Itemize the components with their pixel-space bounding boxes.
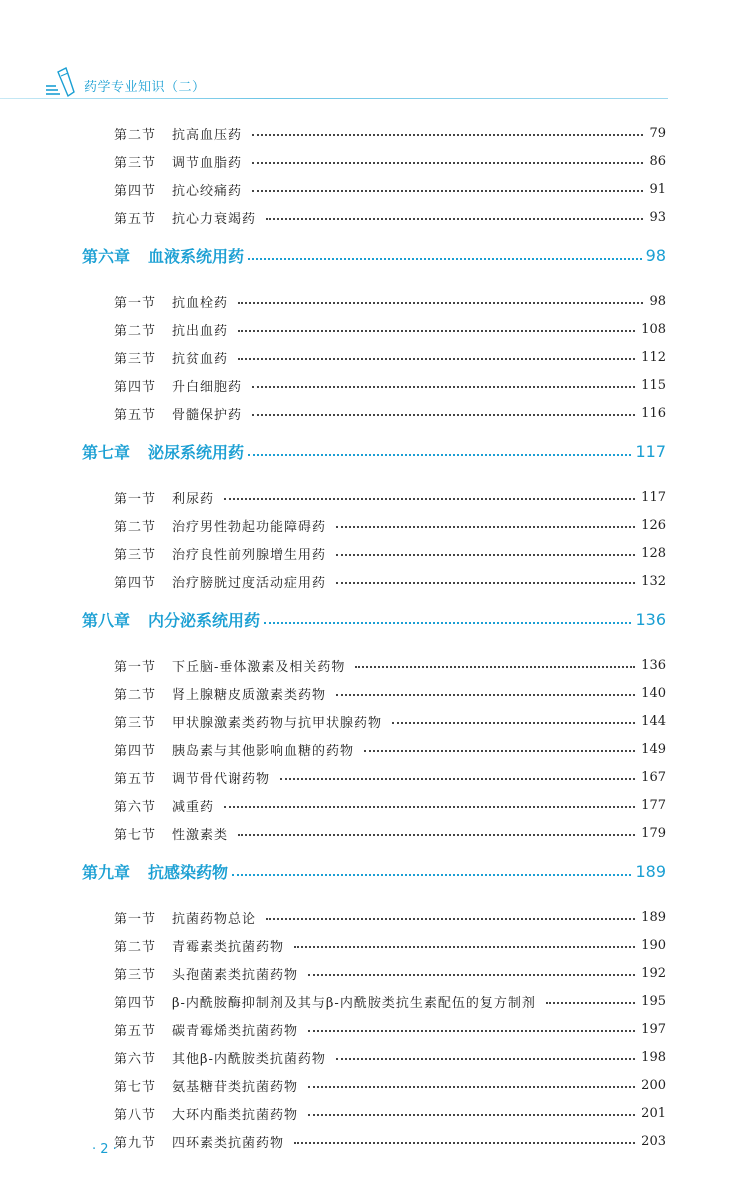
section-number: 第三节: [114, 967, 157, 983]
pen-notebook-icon: [44, 64, 78, 98]
section-title: 氨基糖苷类抗菌药物: [172, 1079, 299, 1095]
section-page: 116: [641, 405, 666, 421]
section-number: 第二节: [114, 323, 157, 339]
dot-leader: [224, 796, 635, 808]
dot-leader: [224, 488, 635, 500]
section-number: 第三节: [114, 351, 157, 367]
section-title: 胰岛素与其他影响血糖的药物: [172, 743, 355, 759]
section-page: 108: [641, 321, 666, 337]
section-number: 第二节: [114, 939, 157, 955]
dot-leader: [308, 1076, 635, 1088]
dot-leader: [248, 442, 631, 456]
chapter-title: 内分泌系统用药: [148, 610, 261, 630]
section-page: 197: [641, 1021, 666, 1037]
dot-leader: [238, 320, 635, 332]
section-page: 200: [641, 1077, 666, 1093]
section-number: 第五节: [114, 771, 157, 787]
section-number: 第八节: [114, 1107, 157, 1123]
toc-section: [114, 291, 666, 311]
chapter-number: 第八章: [82, 610, 131, 630]
section-page: 115: [641, 377, 666, 393]
section-number: 第六节: [114, 799, 157, 815]
section-number: 第五节: [114, 211, 157, 227]
dot-leader: [308, 964, 635, 976]
section-number: 第四节: [114, 743, 157, 759]
toc-section: [114, 179, 666, 199]
toc-chapter: [82, 243, 666, 267]
header-rule: [0, 98, 668, 99]
dot-leader: [392, 712, 635, 724]
section-number: 第一节: [114, 491, 157, 507]
section-page: 126: [641, 517, 666, 533]
section-page: 192: [641, 965, 666, 981]
toc-section: [114, 207, 666, 227]
dot-leader: [252, 152, 643, 164]
section-page: 136: [641, 657, 666, 673]
section-page: 201: [641, 1105, 666, 1121]
toc-section: [114, 823, 666, 843]
section-number: 第二节: [114, 519, 157, 535]
toc-section: [114, 151, 666, 171]
toc-section: [114, 1103, 666, 1123]
section-number: 第四节: [114, 575, 157, 591]
section-page: 189: [641, 909, 666, 925]
section-title: 下丘脑-垂体激素及相关药物: [172, 659, 346, 675]
dot-leader: [308, 1104, 635, 1116]
section-page: 144: [641, 713, 666, 729]
section-title: 治疗膀胱过度活动症用药: [172, 575, 327, 591]
section-page: 167: [641, 769, 666, 785]
section-title: 抗心力衰竭药: [172, 211, 257, 227]
dot-leader: [266, 208, 643, 220]
section-number: 第三节: [114, 155, 157, 171]
chapter-page: 117: [635, 441, 666, 461]
section-page: 190: [641, 937, 666, 953]
dot-leader: [308, 1020, 635, 1032]
dot-leader: [238, 348, 635, 360]
section-number: 第一节: [114, 911, 157, 927]
chapter-page: 189: [635, 861, 666, 881]
dot-leader: [336, 1048, 635, 1060]
toc-section: [114, 907, 666, 927]
toc-section: [114, 123, 666, 143]
dot-leader: [364, 740, 635, 752]
toc-section: [114, 319, 666, 339]
section-title: 治疗男性勃起功能障碍药: [172, 519, 327, 535]
toc-section: [114, 963, 666, 983]
toc-section: [114, 795, 666, 815]
section-page: 179: [641, 825, 666, 841]
section-title: 其他β-内酰胺类抗菌药物: [172, 1051, 326, 1067]
chapter-title: 泌尿系统用药: [148, 442, 245, 462]
dot-leader: [248, 246, 642, 260]
toc-section: [114, 1131, 666, 1151]
section-page: 128: [641, 545, 666, 561]
dot-leader: [252, 376, 635, 388]
section-number: 第五节: [114, 1023, 157, 1039]
chapter-number: 第六章: [82, 246, 131, 266]
section-page: 132: [641, 573, 666, 589]
toc-section: [114, 347, 666, 367]
section-title: 青霉素类抗菌药物: [172, 939, 285, 955]
dot-leader: [232, 862, 631, 876]
section-title: 抗菌药物总论: [172, 911, 257, 927]
dot-leader: [264, 610, 631, 624]
page-number: · 2 ·: [92, 1142, 117, 1157]
section-page: 86: [649, 153, 666, 169]
dot-leader: [238, 292, 643, 304]
section-title: 骨髓保护药: [172, 407, 243, 423]
section-number: 第三节: [114, 547, 157, 563]
running-header: [0, 62, 750, 102]
chapter-title: 血液系统用药: [148, 246, 245, 266]
section-page: 93: [649, 209, 666, 225]
toc-section: [114, 767, 666, 787]
toc-section: [114, 1019, 666, 1039]
dot-leader: [294, 936, 635, 948]
section-title: 肾上腺糖皮质激素类药物: [172, 687, 327, 703]
chapter-title: 抗感染药物: [148, 862, 229, 882]
section-number: 第二节: [114, 687, 157, 703]
section-number: 第七节: [114, 827, 157, 843]
section-page: 177: [641, 797, 666, 813]
section-number: 第四节: [114, 379, 157, 395]
dot-leader: [238, 824, 635, 836]
section-page: 98: [649, 293, 666, 309]
section-page: 195: [641, 993, 666, 1009]
toc-section: [114, 375, 666, 395]
section-page: 117: [641, 489, 666, 505]
dot-leader: [252, 404, 635, 416]
toc-section: [114, 655, 666, 675]
toc-chapter: [82, 859, 666, 883]
dot-leader: [252, 124, 643, 136]
section-title: 四环素类抗菌药物: [172, 1135, 285, 1151]
header-title: 药学专业知识（二）: [84, 80, 206, 95]
section-number: 第三节: [114, 715, 157, 731]
section-number: 第二节: [114, 127, 157, 143]
toc-section: [114, 571, 666, 591]
section-page: 112: [641, 349, 666, 365]
section-page: 91: [649, 181, 666, 197]
section-number: 第一节: [114, 659, 157, 675]
chapter-number: 第九章: [82, 862, 131, 882]
section-page: 149: [641, 741, 666, 757]
toc-section: [114, 403, 666, 423]
section-title: 减重药: [172, 799, 215, 815]
section-title: β-内酰胺酶抑制剂及其与β-内酰胺类抗生素配伍的复方制剂: [172, 995, 536, 1011]
dot-leader: [336, 684, 635, 696]
toc-chapter: [82, 439, 666, 463]
section-title: 抗心绞痛药: [172, 183, 243, 199]
chapter-page: 98: [645, 245, 666, 265]
section-title: 甲状腺激素类药物与抗甲状腺药物: [172, 715, 383, 731]
section-number: 第七节: [114, 1079, 157, 1095]
dot-leader: [355, 656, 635, 668]
section-page: 140: [641, 685, 666, 701]
section-title: 升白细胞药: [172, 379, 243, 395]
chapter-number: 第七章: [82, 442, 131, 462]
section-page: 203: [641, 1133, 666, 1149]
section-title: 调节骨代谢药物: [172, 771, 271, 787]
section-number: 第一节: [114, 295, 157, 311]
section-page: 198: [641, 1049, 666, 1065]
section-title: 头孢菌素类抗菌药物: [172, 967, 299, 983]
dot-leader: [546, 992, 635, 1004]
section-title: 抗出血药: [172, 323, 229, 339]
section-title: 大环内酯类抗菌药物: [172, 1107, 299, 1123]
section-page: 79: [649, 125, 666, 141]
dot-leader: [336, 544, 635, 556]
toc-section: [114, 739, 666, 759]
toc-section: [114, 515, 666, 535]
section-title: 治疗良性前列腺增生用药: [172, 547, 327, 563]
section-number: 第六节: [114, 1051, 157, 1067]
toc-section: [114, 543, 666, 563]
toc-section: [114, 683, 666, 703]
section-title: 抗贫血药: [172, 351, 229, 367]
toc-section: [114, 1047, 666, 1067]
toc-section: [114, 487, 666, 507]
dot-leader: [252, 180, 643, 192]
section-title: 性激素类: [172, 827, 229, 843]
dot-leader: [336, 516, 635, 528]
dot-leader: [266, 908, 635, 920]
section-title: 抗高血压药: [172, 127, 243, 143]
toc-section: [114, 991, 666, 1011]
section-title: 碳青霉烯类抗菌药物: [172, 1023, 299, 1039]
section-title: 抗血栓药: [172, 295, 229, 311]
section-number: 第九节: [114, 1135, 157, 1151]
toc-chapter: [82, 607, 666, 631]
chapter-page: 136: [635, 609, 666, 629]
dot-leader: [336, 572, 635, 584]
section-title: 利尿药: [172, 491, 215, 507]
section-number: 第五节: [114, 407, 157, 423]
toc-section: [114, 1075, 666, 1095]
section-number: 第四节: [114, 995, 157, 1011]
toc-section: [114, 935, 666, 955]
section-title: 调节血脂药: [172, 155, 243, 171]
dot-leader: [294, 1132, 635, 1144]
section-number: 第四节: [114, 183, 157, 199]
dot-leader: [280, 768, 635, 780]
toc-section: [114, 711, 666, 731]
